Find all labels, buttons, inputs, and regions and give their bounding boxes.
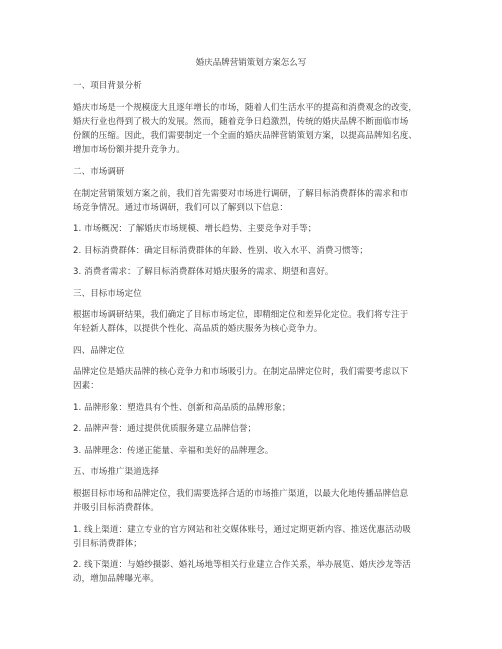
section-heading: 二、市场调研 <box>73 167 125 177</box>
list-item: 2. 线下渠道：与婚纱摄影、婚礼场地等相关行业建立合作关系，举办展览、婚庆沙龙等活 <box>73 560 411 570</box>
section-heading: 一、项目背景分析 <box>73 81 142 91</box>
paragraph-line: 年轻新人群体，以提供个性化、高品质的婚庆服务为核心竞争力。 <box>73 324 323 334</box>
paragraph-line: 根据目标市场和品牌定位，我们需要选择合适的市场推广渠道，以最大化地传播品牌信息 <box>73 489 409 499</box>
list-item: 1. 市场概况：了解婚庆市场规模、增长趋势、主要竞争对手等； <box>73 224 317 234</box>
list-item-continuation: 引目标消费群体； <box>73 539 142 549</box>
paragraph-line: 品牌定位是婚庆品牌的核心竞争力和市场吸引力。在制定品牌定位时，我们需要考虑以下 <box>73 367 409 377</box>
document-title: 婚庆品牌营销策划方案怎么写 <box>195 58 307 68</box>
list-item: 3. 品牌理念：传递正能量、幸福和美好的品牌理念。 <box>73 446 274 456</box>
paragraph-line: 并吸引目标消费群体。 <box>73 503 160 513</box>
list-item-continuation: 动，增加品牌曝光率。 <box>73 574 160 584</box>
paragraph-line: 婚庆行业也得到了极大的发展。然而，随着竞争日趋激烈，传统的婚庆品牌不断面临市场 <box>73 117 409 127</box>
paragraph-line: 份额的压缩。因此，我们需要制定一个全面的婚庆品牌营销策划方案，以提高品牌知名度、 <box>73 131 418 141</box>
paragraph-line: 因素： <box>73 381 99 391</box>
list-item: 2. 目标消费群体：确定目标消费群体的年龄、性别、收入水平、消费习惯等； <box>73 246 368 256</box>
section-heading: 五、市场推广渠道选择 <box>73 467 160 477</box>
list-item: 3. 消费者需求：了解目标消费群体对婚庆服务的需求、期望和喜好。 <box>73 267 334 277</box>
paragraph-line: 在制定营销策划方案之前，我们首先需要对市场进行调研，了解目标消费群体的需求和市 <box>73 189 409 199</box>
paragraph-line: 根据市场调研结果，我们确定了目标市场定位，即精细定位和差异化定位。我们将专注于 <box>73 310 409 320</box>
list-item: 2. 品牌声誉：通过提供优质服务建立品牌信誉； <box>73 424 257 434</box>
paragraph-line: 增加市场份额并提升竞争力。 <box>73 145 185 155</box>
list-item: 1. 线上渠道：建立专业的官方网站和社交媒体账号，通过定期更新内容、推送优惠活动吸 <box>73 525 411 535</box>
paragraph-line: 婚庆市场是一个规模庞大且逐年增长的市场，随着人们生活水平的提高和消费观念的改变， <box>73 103 418 113</box>
list-item: 1. 品牌形象：塑造具有个性、创新和高品质的品牌形象； <box>73 403 291 413</box>
section-heading: 四、品牌定位 <box>73 346 125 356</box>
section-heading: 三、目标市场定位 <box>73 289 142 299</box>
paragraph-line: 场竞争情况。通过市场调研，我们可以了解到以下信息： <box>73 203 289 213</box>
